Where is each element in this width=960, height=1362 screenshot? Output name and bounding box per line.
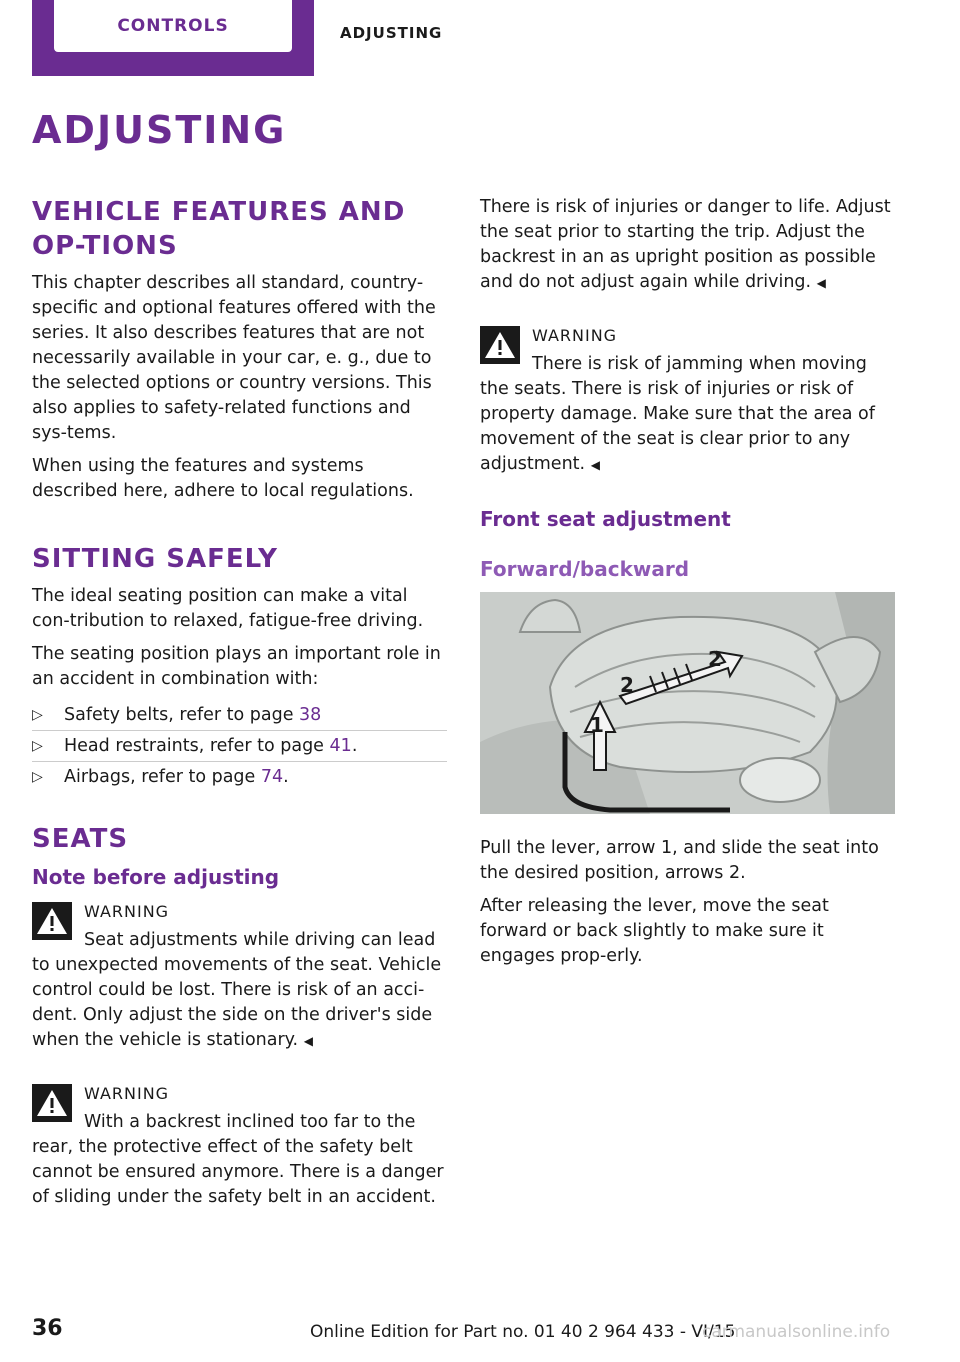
list-item-suffix: . (283, 767, 289, 787)
heading-forward-backward: Forward/backward (480, 557, 690, 581)
end-mark-icon: ◀ (303, 1034, 313, 1048)
warning-triangle-icon (32, 902, 72, 940)
tab-controls[interactable] (32, 0, 314, 76)
footer-edition: Online Edition for Part no. 01 40 2 964 433 - VI/15 (310, 1322, 736, 1342)
paragraph-pull-lever: Pull the lever, arrow 1, and slide the seat into the desired position, arrows 2. (480, 838, 879, 883)
page-link-74[interactable]: 74 (260, 767, 284, 787)
header-tabs (32, 0, 472, 76)
warning-block-3 (480, 324, 895, 478)
page-number: 36 (32, 1316, 63, 1341)
list-item (32, 762, 447, 792)
seat-adjustment-illustration (480, 592, 895, 814)
warning-label: WARNING (84, 902, 170, 921)
page-title: ADJUSTING (32, 108, 287, 152)
warning-block-2 (32, 1082, 447, 1210)
paragraph-continued-body: There is risk of injuries or danger to life. Adjust the seat prior to starting the trip. Adjust the backrest in an as upright position as possible and do not adjust again while driving. (480, 197, 891, 292)
triangle-bullet-icon: ▷ (32, 769, 43, 785)
left-column (32, 195, 447, 1218)
list-item (32, 700, 447, 731)
page-link-38[interactable]: 38 (299, 705, 322, 725)
warning-label: WARNING (84, 1084, 170, 1103)
page-link-41[interactable]: 41 (329, 736, 352, 756)
end-mark-icon: ◀ (590, 458, 600, 472)
arrow-label-2a: 2 (620, 673, 634, 697)
end-mark-icon: ◀ (816, 276, 826, 290)
triangle-bullet-icon: ▷ (32, 707, 43, 723)
arrow-label-1: 1 (590, 713, 604, 737)
paragraph-continued (480, 195, 895, 296)
heading-seats: SEATS (32, 824, 129, 854)
paragraph-features-1: This chapter describes all standard, country-specific and optional features offered with the series. It also describes features that are not necessarily available in your car, e. g., due to the selected options or country versions. This also applies to safety-related functions and sys-tems. (32, 273, 436, 443)
heading-vehicle-features: VEHICLE FEATURES AND OP-TIONS (32, 197, 406, 261)
list-item-suffix: . (351, 736, 358, 756)
arrow-label-2b: 2 (708, 647, 722, 671)
warning-label: WARNING (532, 326, 618, 345)
list-item-text: Head restraints, refer to page (64, 736, 330, 756)
paragraph-sitting-1: The ideal seating position can make a vital con-tribution to relaxed, fatigue-free driving. (32, 586, 424, 631)
heading-sitting-safely: SITTING SAFELY (32, 544, 279, 574)
warning-text-2: With a backrest inclined too far to the rear, the protective effect of the safety belt cannot be ensured anymore. There is a danger of sliding under the safety belt in an accident. (32, 1112, 444, 1207)
warning-text-3 (480, 352, 895, 478)
list-item-text: Safety belts, refer to page (64, 705, 300, 725)
warning-text-3-body: There is risk of jamming when moving the seats. There is risk of injuries or risk of property damage. Make sure that the area of movement of the seat is clear prior to any adjustment. (480, 354, 875, 474)
warning-block-1 (32, 900, 447, 1054)
heading-front-seat-adjustment: Front seat adjustment (480, 507, 731, 531)
right-column (480, 195, 895, 977)
paragraph-features-2: When using the features and systems described here, adhere to local regulations. (32, 456, 414, 501)
list-item (32, 731, 447, 762)
warning-text-1-body: Seat adjustments while driving can lead to unexpected movements of the seat. Vehicle control could be lost. There is risk of an acci-dent. Only adjust the side on the driver's side when the vehicle is stationary. (32, 930, 442, 1050)
paragraph-after-release: After releasing the lever, move the seat forward or back slightly to make sure it engages prop-erly. (480, 896, 829, 966)
warning-text-1 (32, 928, 447, 1054)
triangle-bullet-icon: ▷ (32, 738, 43, 754)
list-item-text: Airbags, refer to page (64, 767, 261, 787)
warning-triangle-icon (480, 326, 520, 364)
tab-adjusting[interactable]: ADJUSTING (340, 24, 443, 42)
paragraph-sitting-2: The seating position plays an important role in an accident in combination with: (32, 644, 441, 689)
tab-controls-label: CONTROLS (54, 0, 292, 52)
footer-watermark: carmanualsonline.info (702, 1322, 891, 1342)
warning-triangle-icon (32, 1084, 72, 1122)
bullet-list (32, 700, 447, 792)
heading-note-before-adjusting: Note before adjusting (32, 865, 280, 889)
